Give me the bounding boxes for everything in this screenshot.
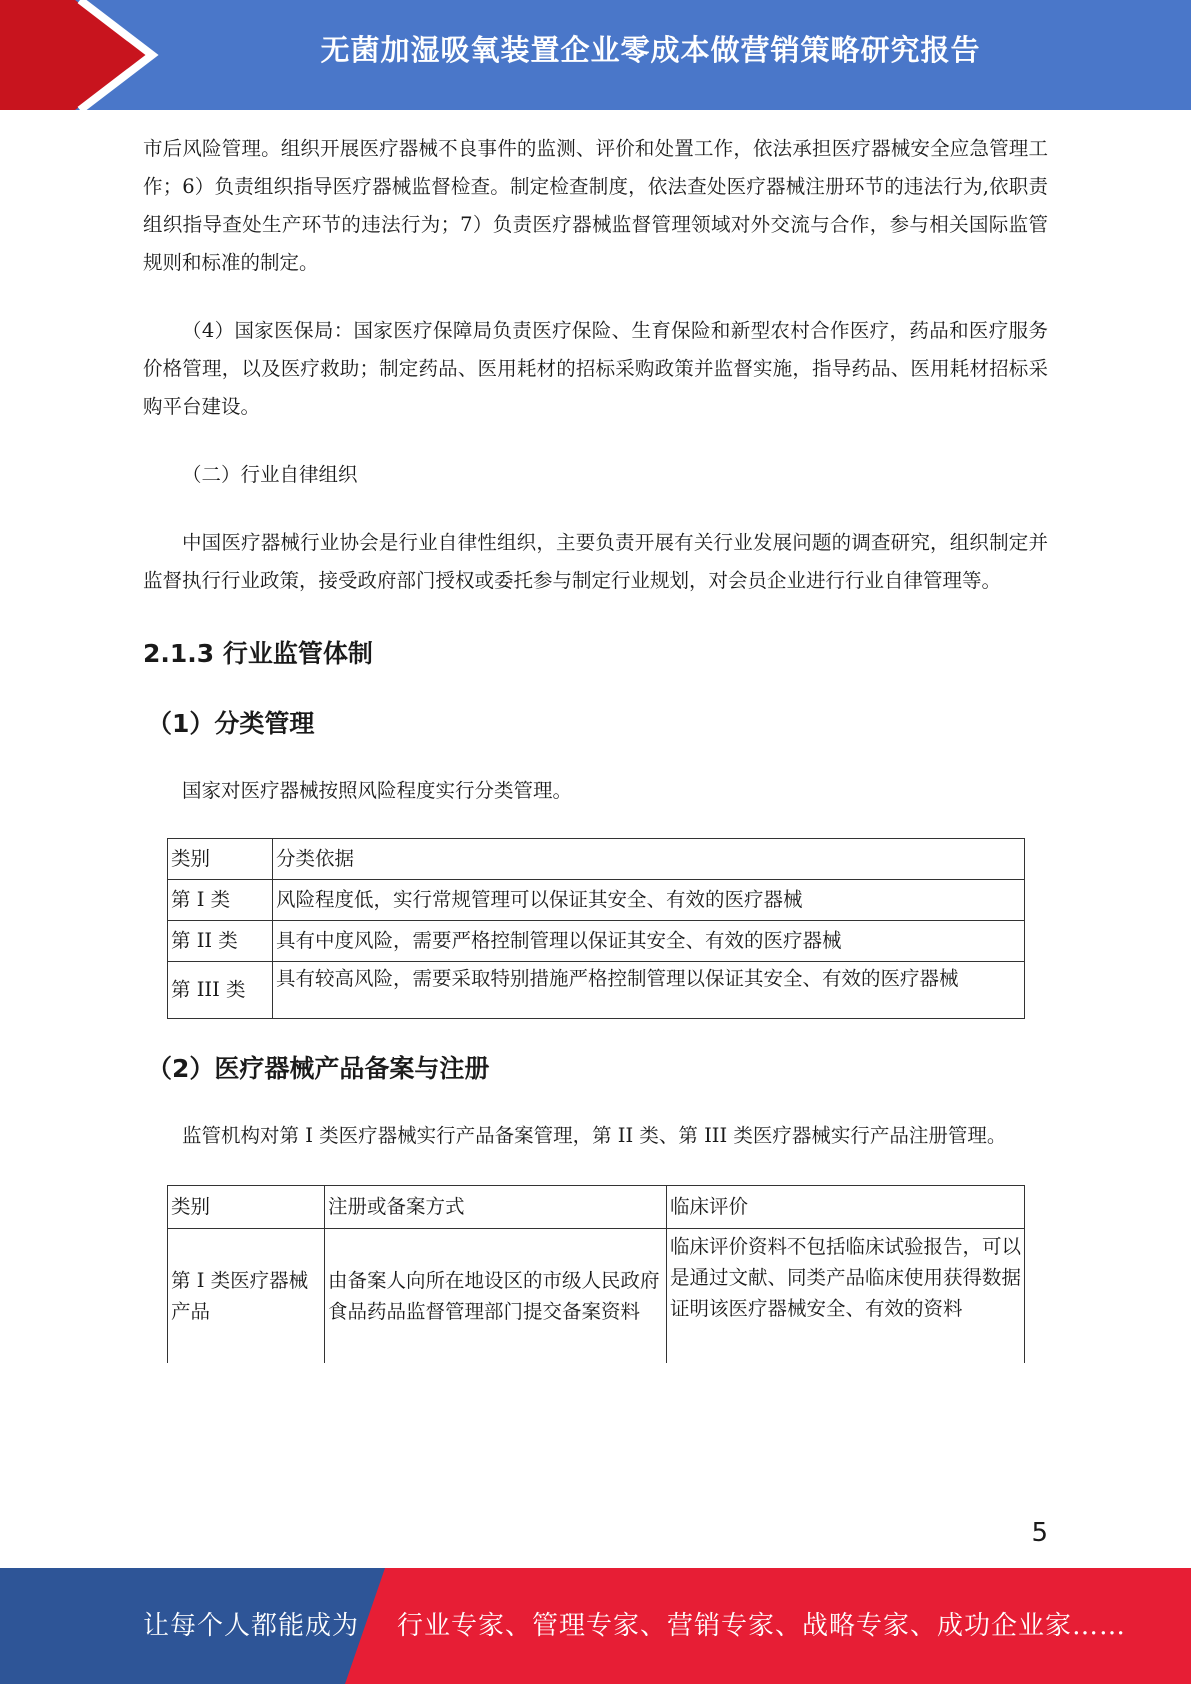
table-header-cell: 类别 — [168, 839, 273, 880]
page-header — [0, 0, 1191, 110]
page-content — [143, 130, 1048, 1363]
table-header-cell: 注册或备案方式 — [325, 1186, 667, 1229]
table-cell: 第 III 类 — [168, 962, 273, 1019]
table-cell: 第 I 类医疗器械产品 — [168, 1229, 325, 1364]
table-row — [168, 962, 1025, 1019]
table-cell: 具有较高风险，需要采取特别措施严格控制管理以保证其安全、有效的医疗器械 — [273, 962, 1025, 1019]
section-heading: 2.1.3 行业监管体制 — [143, 639, 373, 668]
report-title: 无菌加湿吸氧装置企业零成本做营销策略研究报告 — [320, 33, 981, 67]
page-footer — [0, 1568, 1191, 1684]
table-header-row — [168, 1186, 1025, 1229]
table-cell: 风险程度低，实行常规管理可以保证其安全、有效的医疗器械 — [273, 880, 1025, 921]
subsection-heading: （2）医疗器械产品备案与注册 — [147, 1054, 490, 1083]
table-cell: 第 II 类 — [168, 921, 273, 962]
table-header-cell: 分类依据 — [273, 839, 1025, 880]
table-cell: 临床评价资料不包括临床试验报告，可以是通过文献、同类产品临床使用获得数据证明该医疗器械安全、有效的资料 — [667, 1229, 1025, 1364]
paragraph: （4）国家医保局：国家医疗保障局负责医疗保险、生育保险和新型农村合作医疗，药品和医疗服务价格管理，以及医疗救助；制定药品、医用耗材的招标采购政策并监督实施，指导药品、医用耗材招标采购平台建设。 — [143, 319, 1048, 418]
table-cell: 由备案人向所在地设区的市级人民政府食品药品监督管理部门提交备案资料 — [325, 1229, 667, 1364]
table-cell: 第 I 类 — [168, 880, 273, 921]
paragraph: 监管机构对第 I 类医疗器械实行产品备案管理，第 II 类、第 III 类医疗器械实行产品注册管理。 — [182, 1124, 1007, 1147]
table-row — [168, 1229, 1025, 1364]
table-header-cell: 类别 — [168, 1186, 325, 1229]
paragraph: 国家对医疗器械按照风险程度实行分类管理。 — [182, 779, 573, 802]
paragraph: 市后风险管理。组织开展医疗器械不良事件的监测、评价和处置工作，依法承担医疗器械安全应急管理工作；6）负责组织指导医疗器械监督检查。制定检查制度，依法查处医疗器械注册环节的违法行为,依职责组织指导查处生产环节的违法行为；7）负责医疗器械监督管理领域对外交流与合作，参与相关国际监管规则和标准的制定。 — [143, 137, 1048, 274]
table-row — [168, 921, 1025, 962]
table-row — [168, 880, 1025, 921]
table-header-row — [168, 839, 1025, 880]
subsection-heading: （1）分类管理 — [147, 709, 315, 738]
footer-slogan-right: 行业专家、管理专家、营销专家、战略专家、成功企业家…… — [397, 1611, 1127, 1641]
footer-slogan-left: 让每个人都能成为 — [143, 1611, 360, 1641]
paragraph: 中国医疗器械行业协会是行业自律性组织，主要负责开展有关行业发展问题的调查研究，组织制定并监督执行行业政策，接受政府部门授权或委托参与制定行业规划，对会员企业进行行业自律管理等。 — [143, 531, 1048, 592]
classification-table — [167, 838, 1025, 1019]
table-cell: 具有中度风险，需要严格控制管理以保证其安全、有效的医疗器械 — [273, 921, 1025, 962]
page-number: 5 — [1031, 1518, 1048, 1548]
subsection-label: （二）行业自律组织 — [182, 463, 358, 486]
table-header-cell: 临床评价 — [667, 1186, 1025, 1229]
registration-table — [167, 1185, 1025, 1363]
